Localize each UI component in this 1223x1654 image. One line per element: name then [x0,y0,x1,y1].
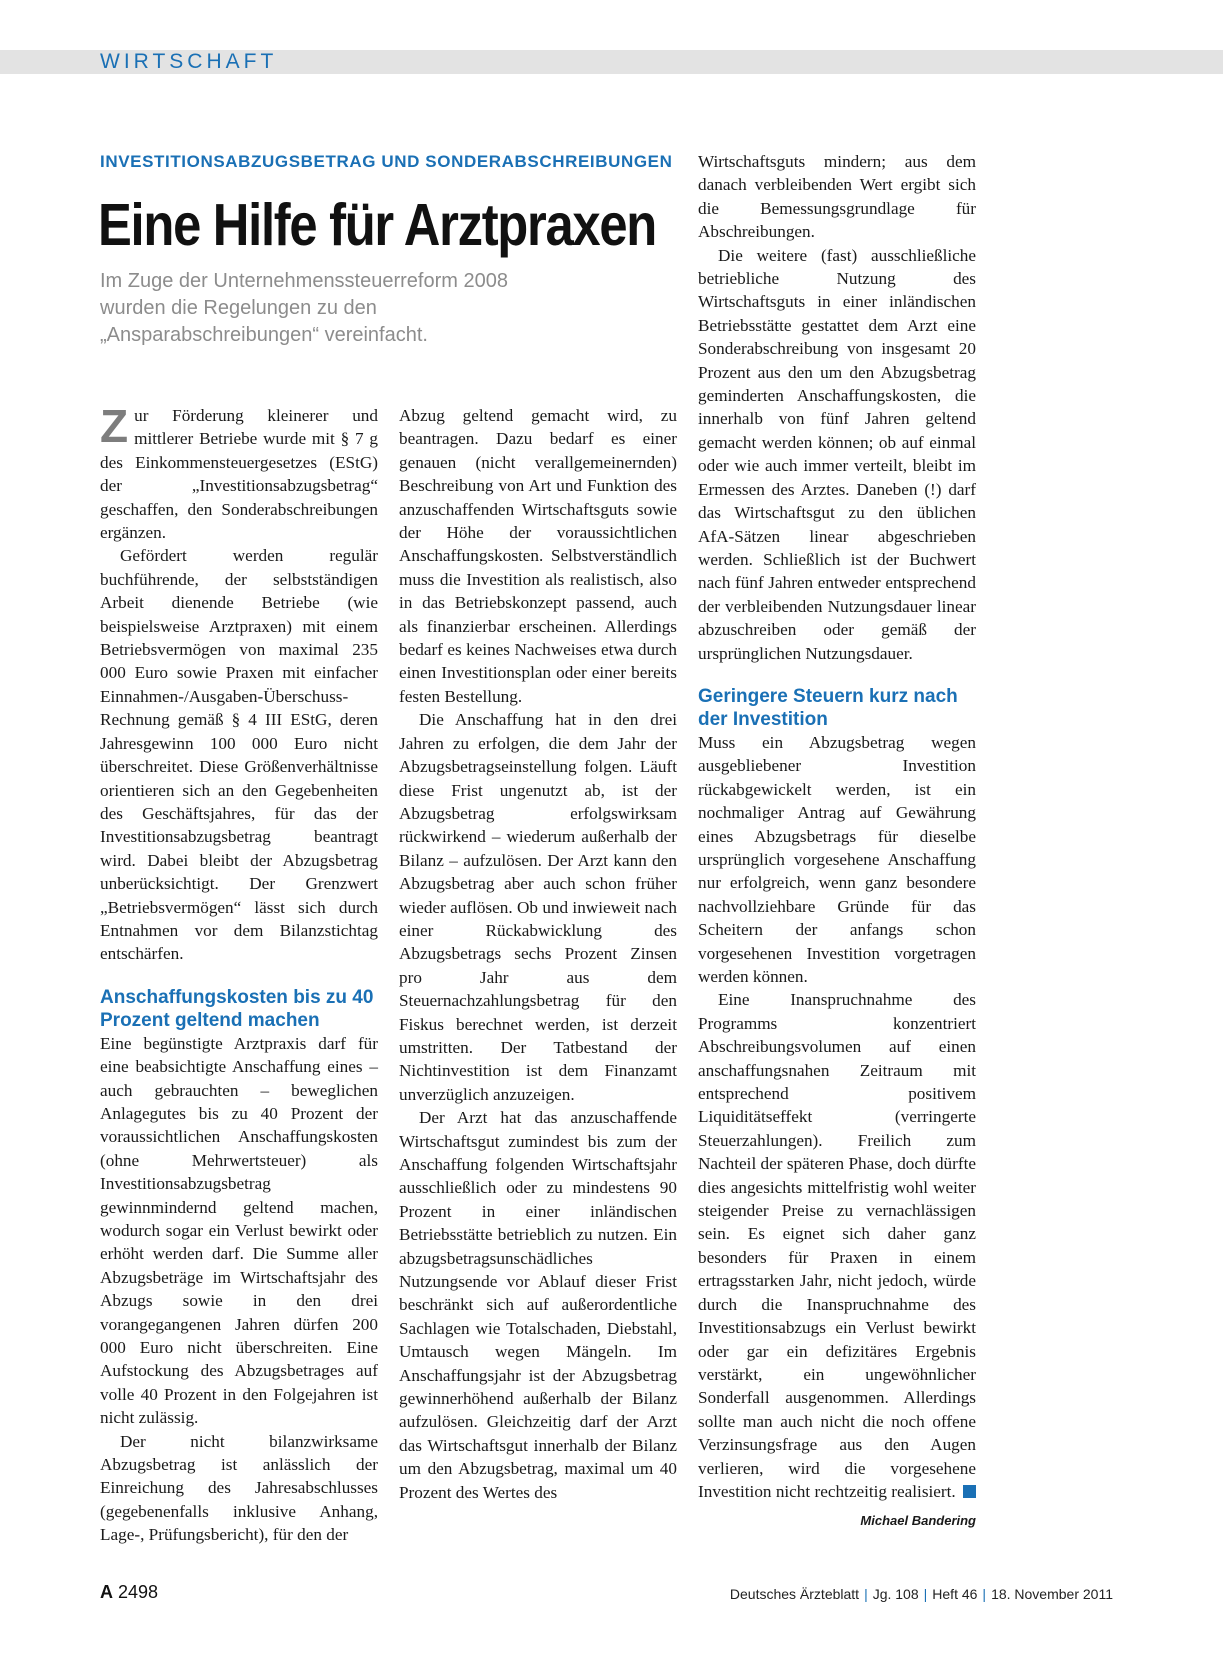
paragraph: Wirtschaftsguts mindern; aus dem danach verbleibenden Wert ergibt sich die Bemessungsgrundlage für Abschreibungen. [698,152,976,242]
separator: | [923,1586,928,1602]
paragraph [698,988,976,1503]
drop-cap: Z [100,400,129,452]
column-3 [698,150,976,1533]
column-1 [100,400,378,1547]
subheading: Geringere Steuern kurz nach der Investition [698,685,958,730]
separator: | [864,1586,868,1602]
paragraph-text: Eine Inanspruchnahme des Programms konzentriert Abschreibungsvolumen auf einen anschaffungsnahen Zeitraum mit entsprechend positivem Liquiditätseffekt (verringerte Steuerzahlungen). Freilich zum Nachteil der späteren Phase, doch dürfte dies angesichts mittelfristig wohl weiter steigender Preise zu vernachlässigen sein. Es eignet sich daher ganz besonders für Praxen in einem ertragsstarken Jahr, nicht jedoch, würde durch die Inanspruchnahme des Investitionsabzugs ein Verlust bewirkt oder gar ein defizitäres Ergebnis verstärkt, ein ungewöhnlicher Sonderfall ausgenommen. Allerdings sollte man auch nicht die noch offene Verzinsungsfrage aus den Augen verlieren, wird die vorgesehene Investition nicht rechtzeitig realisiert. [698,990,976,1501]
journal-volume: Jg. 108 [872,1586,919,1602]
column-2 [399,404,677,1504]
paragraph-text: ur Förderung kleinerer und mittlerer Betriebe wurde mit § 7 g des Einkommensteuergesetzes (EStG) der „Investitionsabzugsbetrag“ geschaffen, den Sonderabschreibungen ergänzen. [100,406,378,543]
subtitle-line-2: wurden die Regelungen zu den [100,297,377,319]
journal-issue: Heft 46 [932,1586,978,1602]
separator: | [982,1586,987,1602]
subtitle-line-1: Im Zuge der Unternehmenssteuerreform 2008 [100,270,508,292]
article-kicker: INVESTITIONSABZUGSBETRAG UND SONDERABSCHREIBUNGEN [100,152,673,171]
paragraph: Eine begünstigte Arztpraxis darf für eine beabsichtigte Anschaffung eines – auch gebrauchten – beweglichen Anlagegutes bis zu 40 Prozent der voraussichtlichen Anschaffungskosten (ohne Mehrwertsteuer) als Investitionsabzugsbetrag gewinnmindernd geltend machen, wodurch sogar ein Verlust bewirkt oder erhöht werden darf. Die Summe aller Abzugsbeträge im Wirtschaftsjahr des Abzugs sowie in den drei vorangegangenen Jahren dürfen 200 000 Euro nicht überschreiten. Eine Aufstockung des Abzugsbetrages auf volle 40 Prozent in den Folgejahren ist nicht zulässig. [100,1033,378,1428]
paragraph: Gefördert werden regulär buchführende, der selbstständigen Arbeit dienende Betriebe (wie beispielsweise Arztpraxen) mit einem Betriebsvermögen von maximal 235 000 Euro sowie Praxen mit einfacher Einnahmen-/Ausgaben-Überschuss-Rechnung gemäß § 4 III EStG, deren Jahresgewinn 100 000 Euro nicht überschreitet. Diese Größenverhältnisse orientieren sich an den Gegebenheiten des Geschäftsjahres, für das der Investitionsabzugsbetrag beantragt wird. Dabei bleibt der Abzugsbetrag unberücksichtigt. Der Grenzwert „Betriebsvermögen“ lässt sich durch Entnahmen vor dem Bilanzstichtag entschärfen. [100,546,378,964]
page-number [100,1582,158,1603]
author-name: Michael Bandering [860,1513,976,1529]
section-label: WIRTSCHAFT [100,50,278,73]
page-prefix: A [100,1582,113,1602]
subheading: Anschaffungskosten bis zu 40 Prozent geltend machen [100,986,374,1031]
article-title: Eine Hilfe für Arztpraxen [98,192,656,258]
page-number-value: 2498 [118,1582,159,1602]
issue-date: 18. November 2011 [991,1586,1113,1602]
paragraph: Die Anschaffung hat in den drei Jahren zu erfolgen, die dem Jahr der Abzugsbetragseinstellung folgen. Läuft diese Frist ungenutzt ab, ist der Abzugsbetrag erfolgswirksam rückwirkend – wiederum außerhalb der Bilanz – aufzulösen. Der Arzt kann den Abzugsbetrag aber auch schon früher wieder auflösen. Ob und inwieweit nach einer Rückabwicklung des Abzugsbetrags sechs Prozent Zinsen pro Jahr aus dem Steuernachzahlungsbetrag für den Fiskus berechnet werden, ist derzeit umstritten. Der Tatbestand der Nichtinvestition ist dem Finanzamt unverzüglich anzuzeigen. [399,710,677,1104]
paragraph: Abzug geltend gemacht wird, zu beantragen. Dazu bedarf es einer genauen (nicht verallgemeinernden) Beschreibung von Art und Funktion des anzuschaffenden Wirtschaftsguts sowie der Höhe der voraussichtlichen Anschaffungskosten. Selbstverständlich muss die Investition als realistisch, also in das Betriebskonzept passend, auch als finanzierbar erscheinen. Allerdings bedarf es keines Nachweises etwa durch einen Investitionsplan oder einer bereits festen Bestellung. [399,406,677,706]
paragraph: Der Arzt hat das anzuschaffende Wirtschaftsgut zumindest bis zum der Anschaffung folgenden Wirtschaftsjahr ausschließlich oder zu mindestens 90 Prozent in einer inländischen Betriebsstätte betrieblich zu nutzen. Ein abzugsbetragsunschädliches Nutzungsende vor Ablauf dieser Frist beschränkt sich auf außerordentliche Sachlagen wie Totalschaden, Diebstahl, Umtausch wegen Mängeln. Im Anschaffungsjahr ist der Abzugsbetrag gewinnerhöhend außerhalb der Bilanz aufzulösen. Gleichzeitig darf der Arzt das Wirtschaftsgut innerhalb der Bilanz um den Abzugsbetrag, maximal um 40 Prozent des Wertes des [399,1108,677,1502]
footer-citation [730,1586,1113,1602]
end-mark-icon [963,1485,976,1498]
subtitle-line-3: „Ansparabschreibungen“ vereinfacht. [100,324,428,346]
paragraph: Der nicht bilanzwirksame Abzugsbetrag ist anlässlich der Einreichung des Jahresabschlusses (gegebenenfalls inklusive Anhang, Lage-, Prüfungsbericht), für den der [100,1431,378,1545]
paragraph: Muss ein Abzugsbetrag wegen ausgebliebener Investition rückabgewickelt werden, ist ein nochmaliger Antrag auf Gewährung eines Abzugsbetrags für dieselbe ursprünglich vorgesehene Anschaffung nur erfolgreich, wenn ganz besondere nachvollziehbare Gründe für das Scheitern der anfangs schon vorgesehenen Investition vorgetragen werden können. [698,732,976,986]
paragraph: Die weitere (fast) ausschließliche betriebliche Nutzung des Wirtschaftsguts in einer inländischen Betriebsstätte gestattet dem Arzt eine Sonderabschreibung von insgesamt 20 Prozent aus den um den Abzugsbetrag geminderten Anschaffungskosten, die innerhalb von fünf Jahren geltend gemacht werden können; ob auf einmal oder wie auch immer verteilt, bleibt im Ermessen des Arztes. Daneben (!) darf das Wirtschaftsgut zu den üblichen AfA-Sätzen linear abgeschrieben werden. Schließlich ist der Buchwert nach fünf Jahren entweder entsprechend der verbleibenden Nutzungsdauer linear abzuschreiben oder gemäß der ursprünglichen Nutzungsdauer. [698,245,976,663]
journal-name: Deutsches Ärzteblatt [729,1586,860,1602]
paragraph [100,400,378,544]
article-subtitle [100,268,660,349]
